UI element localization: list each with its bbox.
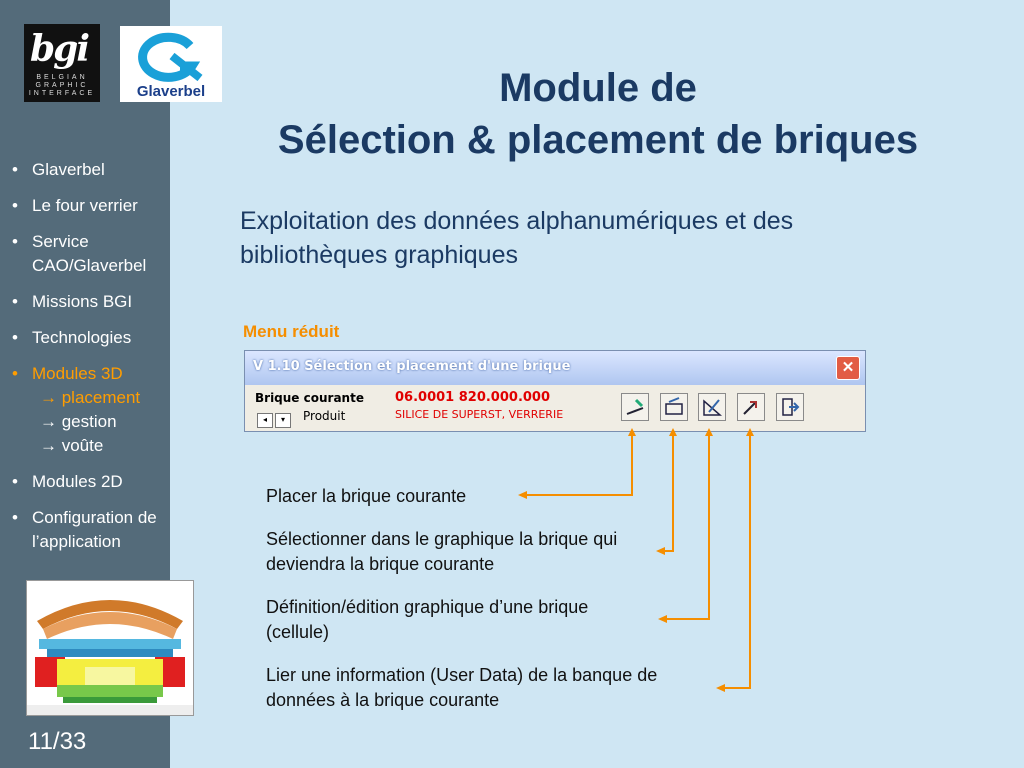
product-label: Produit (303, 409, 346, 423)
page-subtitle: Exploitation des données alphanumériques et des bibliothèques graphiques (240, 207, 794, 269)
nav-item-glaverbel[interactable]: • Glaverbel (12, 160, 105, 179)
nav-item-modules-2d[interactable]: • Modules 2D (12, 472, 123, 491)
dropdown-button[interactable]: ▾ (275, 413, 291, 428)
description-link-data: Lier une information (User Data) de la banque de données à la brique courante (266, 665, 658, 710)
nav-subitem-voute[interactable]: → voûte (40, 436, 104, 455)
nav-subitem-placement[interactable]: → placement (40, 388, 141, 407)
scroll-left-button[interactable]: ◂ (257, 413, 273, 428)
nav-item-modules-3d[interactable]: • Modules 3D → placement → gestion → voûte (12, 362, 172, 458)
nav-item-four-verrier[interactable]: • Le four verrier (12, 196, 138, 215)
nav-item-service-cao[interactable]: • Service CAO/Glaverbel (12, 232, 147, 275)
page-number: 11/33 (28, 728, 87, 755)
nav-item-technologies[interactable]: • Technologies (12, 328, 132, 347)
brick-description-value: SILICE DE SUPERST, VERRERIE (395, 408, 564, 421)
description-select-brick: Sélectionner dans le graphique la brique qui deviendra la brique courante (266, 529, 618, 574)
page-title-line-1: Module de (499, 66, 697, 110)
brick-field-label: Brique courante (255, 391, 364, 405)
menu-label: Menu réduit (243, 322, 340, 341)
dialog-title: V 1.10 Sélection et placement d'une brique (253, 359, 571, 374)
glaverbel-logo: Glaverbel (120, 26, 222, 102)
nav-item-missions-bgi[interactable]: • Missions BGI (12, 292, 133, 311)
nav-item-configuration[interactable]: • Configuration de l’application (12, 508, 157, 551)
nav-subitem-gestion[interactable]: → gestion (40, 412, 117, 431)
bgi-logo: bgi BELGIAN GRAPHIC INTERFACE (24, 24, 100, 102)
brick-code-value: 06.0001 820.000.000 (395, 390, 551, 405)
description-edit-brick: Définition/édition graphique d’une brique (cellule) (266, 597, 589, 642)
description-place-brick: Placer la brique courante (266, 486, 467, 506)
close-icon: ✕ (841, 359, 855, 376)
page-title-line-2: Sélection & placement de briques (277, 118, 919, 162)
